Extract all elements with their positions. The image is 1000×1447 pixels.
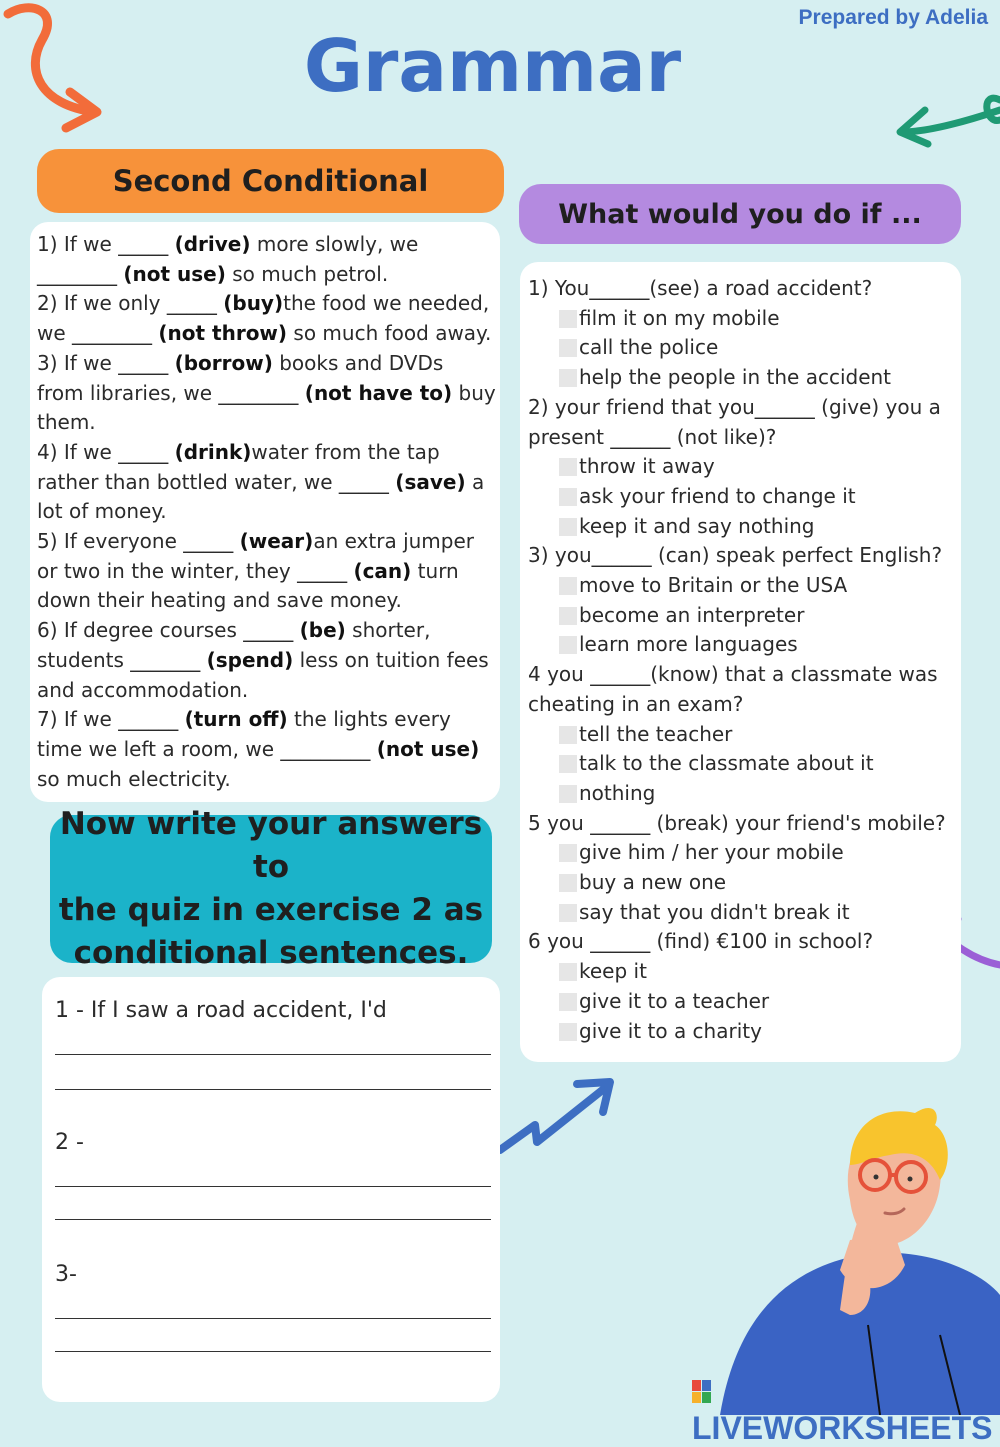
blue-zigzag-arrow-icon	[495, 1070, 625, 1160]
verb-prompt: (drive)	[174, 232, 251, 256]
quiz-option-label: give it to a charity	[579, 1018, 762, 1043]
exercise-text: and accommodation.	[37, 677, 249, 702]
checkbox-icon[interactable]	[559, 518, 577, 536]
exercise-text: from libraries, we ________	[37, 380, 305, 405]
exercise-text: students _______	[37, 647, 207, 672]
liveworksheets-logo-icon	[692, 1380, 712, 1404]
quiz-option-label: call the police	[579, 335, 719, 360]
quiz-option-label: keep it and say nothing	[579, 513, 815, 538]
checkbox-icon[interactable]	[559, 874, 577, 892]
checkbox-icon[interactable]	[559, 577, 577, 595]
exercise-text: rather than bottled water, we _____	[37, 469, 396, 494]
quiz-option-label: give him / her your mobile	[579, 840, 844, 865]
quiz-option-label: ask your friend to change it	[579, 483, 856, 508]
page-title: Grammar	[303, 24, 682, 108]
quiz-option-label: help the people in the accident	[579, 365, 892, 390]
quiz-option[interactable]	[528, 630, 958, 660]
quiz-question-list	[528, 274, 958, 1046]
quiz-option-label: tell the teacher	[579, 721, 733, 746]
quiz-option-label: talk to the classmate about it	[579, 751, 874, 776]
exercise-item-7	[37, 705, 497, 794]
verb-prompt: (not use)	[123, 261, 226, 286]
verb-prompt: (spend)	[206, 647, 294, 672]
answer-label-1: 1 - If I saw a road accident, I'd	[55, 998, 387, 1023]
quiz-option[interactable]	[528, 452, 958, 482]
checkbox-icon[interactable]	[559, 785, 577, 803]
quiz-option[interactable]	[528, 571, 958, 601]
exercise-text: buy	[452, 380, 496, 405]
exercise-text: less on tuition fees	[293, 647, 489, 672]
exercise-text: water from the tap	[251, 439, 440, 464]
exercise-text: the food we needed,	[283, 291, 490, 316]
exercise-text: ________	[37, 261, 124, 286]
verb-prompt: (buy)	[223, 291, 284, 316]
quiz-option[interactable]	[528, 749, 958, 779]
answer-line-1a[interactable]	[55, 1054, 491, 1055]
quiz-option[interactable]	[528, 720, 958, 750]
exercise-text: the lights every	[287, 707, 451, 732]
quiz-option[interactable]	[528, 868, 958, 898]
checkbox-icon[interactable]	[559, 488, 577, 506]
quiz-option[interactable]	[528, 838, 958, 868]
answer-line-3b[interactable]	[55, 1351, 491, 1352]
exercise-text: shorter,	[345, 618, 431, 643]
exercise-text: 7) If we ______	[37, 707, 185, 732]
answer-line-2a[interactable]	[55, 1186, 491, 1187]
answer-label-3: 3-	[55, 1262, 77, 1287]
quiz-option-label: give it to a teacher	[579, 988, 770, 1013]
quiz-option-label: buy a new one	[579, 870, 727, 895]
quiz-question-1: 1) You______(see) a road accident?	[528, 276, 873, 300]
exercise-text: so much food away.	[287, 321, 492, 346]
checkbox-icon[interactable]	[559, 339, 577, 357]
quiz-option-label: move to Britain or the USA	[579, 573, 848, 598]
exercise-text: 1) If we _____	[37, 232, 175, 256]
quiz-option[interactable]	[528, 898, 958, 928]
verb-prompt: (can)	[353, 558, 412, 583]
quiz-question-2: 2) your friend that you______ (give) you a	[528, 394, 941, 419]
checkbox-icon[interactable]	[559, 607, 577, 625]
verb-prompt: (not throw)	[158, 321, 288, 346]
checkbox-icon[interactable]	[559, 1023, 577, 1041]
exercise-text: 2) If we only _____	[37, 291, 224, 316]
quiz-question-2: present ______ (not like)?	[528, 424, 777, 449]
verb-prompt: (not have to)	[304, 380, 453, 405]
quiz-option[interactable]	[528, 333, 958, 363]
quiz-option-label: nothing	[579, 780, 656, 805]
exercise-text: 5) If everyone _____	[37, 529, 240, 554]
exercise-text: more slowly, we	[250, 232, 419, 256]
exercise-item-2	[37, 289, 497, 348]
exercise-text: 6) If degree courses _____	[37, 618, 300, 643]
answer-label-2: 2 -	[55, 1130, 84, 1155]
checkbox-icon[interactable]	[559, 963, 577, 981]
quiz-option-label: film it on my mobile	[579, 305, 780, 330]
exercise-text: them.	[37, 410, 96, 435]
exercise-text: a	[465, 469, 485, 494]
quiz-question-4: cheating in an exam?	[528, 691, 744, 716]
checkbox-icon[interactable]	[559, 726, 577, 744]
verb-prompt: (drink)	[174, 439, 252, 464]
verb-prompt: (be)	[299, 618, 346, 643]
checkbox-icon[interactable]	[559, 369, 577, 387]
answers-card	[42, 977, 500, 1402]
quiz-option[interactable]	[528, 304, 958, 334]
quiz-option-label: learn more languages	[579, 632, 798, 657]
verb-prompt: (save)	[395, 469, 466, 494]
quiz-option-label: keep it	[579, 959, 647, 984]
prepared-by-label: Prepared by Adelia	[798, 6, 988, 29]
exercise-item-6	[37, 616, 497, 705]
quiz-option[interactable]	[528, 482, 958, 512]
watermark-text: LIVEWORKSHEETS	[692, 1410, 993, 1446]
exercise-text: lot of money.	[37, 499, 167, 524]
quiz-option[interactable]	[528, 512, 958, 542]
exercise-item-4	[37, 438, 497, 527]
exercise-item-3	[37, 349, 497, 438]
checkbox-icon[interactable]	[559, 310, 577, 328]
quiz-option-label: become an interpreter	[579, 602, 805, 627]
instruction-line: the quiz in exercise 2 as	[58, 892, 484, 928]
checkbox-icon[interactable]	[559, 844, 577, 862]
exercise-text: so much petrol.	[225, 261, 389, 286]
thinking-man-illustration	[690, 1095, 1000, 1415]
verb-prompt: (turn off)	[184, 707, 288, 732]
exercise-item-5	[37, 527, 497, 616]
exercise-text: 4) If we _____	[37, 439, 175, 464]
quiz-question-4: 4 you ______(know) that a classmate was	[528, 662, 938, 687]
quiz-option[interactable]	[528, 363, 958, 393]
instruction-box	[50, 806, 492, 971]
second-conditional-exercise	[37, 230, 497, 794]
exercise-text: turn	[411, 558, 459, 583]
verb-prompt: (borrow)	[174, 350, 273, 375]
quiz-question-3: 3) you______ (can) speak perfect English?	[528, 543, 943, 568]
exercise-text: an extra jumper	[313, 529, 475, 554]
quiz-question-5: 5 you ______ (break) your friend's mobile?	[528, 810, 946, 835]
exercise-text: 3) If we _____	[37, 350, 175, 375]
quiz-question-6: 6 you ______ (find) €100 in school?	[528, 929, 874, 954]
verb-prompt: (wear)	[239, 529, 314, 554]
exercise-text: or two in the winter, they _____	[37, 558, 354, 583]
quiz-option[interactable]	[528, 987, 958, 1017]
checkbox-icon[interactable]	[559, 904, 577, 922]
quiz-option[interactable]	[528, 957, 958, 987]
answer-line-1b[interactable]	[55, 1089, 491, 1090]
verb-prompt: (not use)	[376, 736, 480, 761]
exercise-item-1	[37, 230, 497, 289]
answer-line-3a[interactable]	[55, 1318, 491, 1319]
quiz-option-label: throw it away	[579, 454, 715, 479]
exercise-text: we ________	[37, 321, 159, 346]
exercise-text: so much electricity.	[37, 766, 231, 791]
liveworksheets-watermark	[692, 1373, 1000, 1447]
exercise-text: books and DVDs	[272, 350, 444, 375]
exercise-text: time we left a room, we _________	[37, 736, 377, 761]
checkbox-icon[interactable]	[559, 636, 577, 654]
answer-line-2b[interactable]	[55, 1219, 491, 1220]
quiz-option[interactable]	[528, 1017, 958, 1047]
quiz-option[interactable]	[528, 779, 958, 809]
quiz-option[interactable]	[528, 601, 958, 631]
exercise-text: down their heating and save money.	[37, 588, 402, 613]
second-conditional-heading: Second Conditional	[37, 149, 504, 213]
checkbox-icon[interactable]	[559, 993, 577, 1011]
instruction-line: conditional sentences.	[73, 935, 469, 971]
quiz-heading: What would you do if ...	[519, 184, 961, 244]
instruction-line: Now write your answers to	[59, 806, 483, 885]
checkbox-icon[interactable]	[559, 755, 577, 773]
checkbox-icon[interactable]	[559, 458, 577, 476]
quiz-option-label: say that you didn't break it	[579, 899, 850, 924]
